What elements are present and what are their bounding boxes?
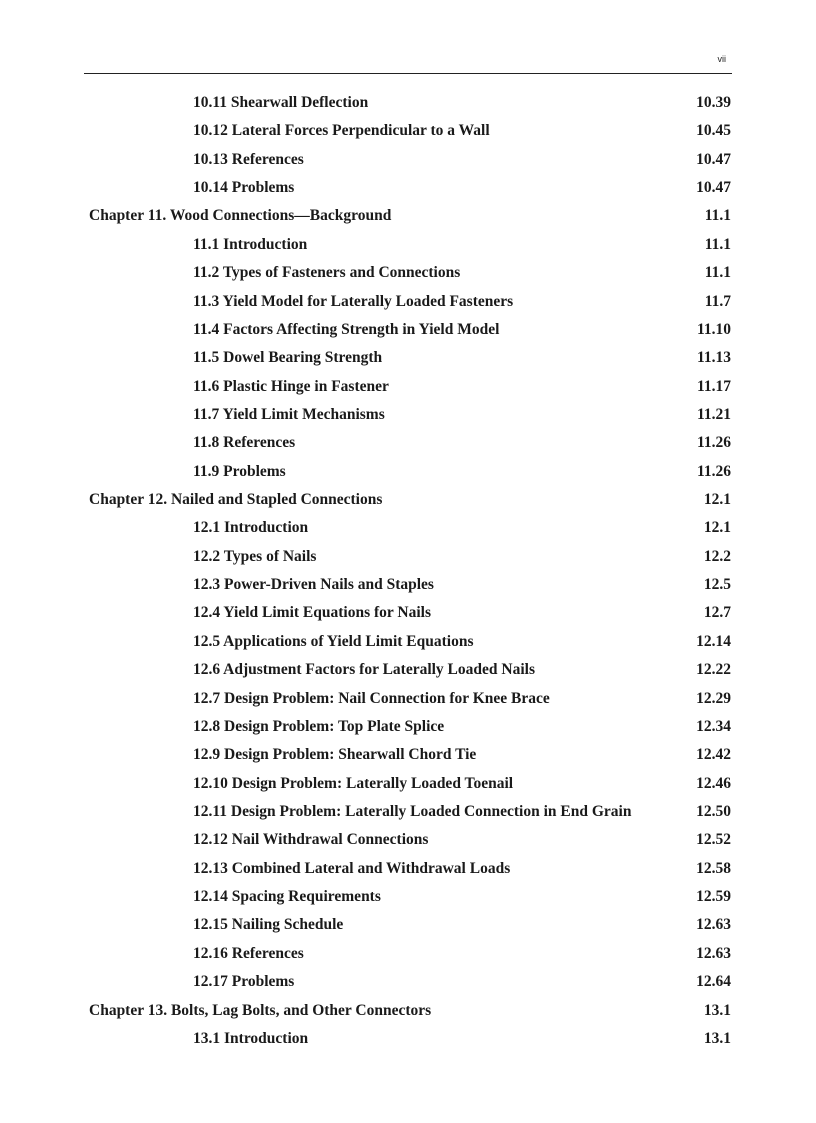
toc-section-row — [0, 429, 816, 457]
toc-page-number: 11.13 — [696, 349, 731, 367]
toc-section-row — [0, 685, 816, 713]
toc-section-row — [0, 741, 816, 769]
toc-section-row — [0, 259, 816, 287]
toc-section-title: 12.2 Types of Nails — [193, 547, 317, 565]
toc-page-number: 11.10 — [696, 320, 731, 338]
toc-chapter-row — [0, 997, 816, 1025]
toc-page-number: 11.1 — [704, 235, 731, 253]
toc-section-title: 13.1 Introduction — [193, 1029, 309, 1047]
toc-page-number: 13.1 — [703, 1029, 731, 1047]
toc-section-row — [0, 174, 816, 202]
toc-page-number: 12.50 — [696, 802, 731, 820]
toc-section-row — [0, 344, 816, 372]
toc-section-title: 11.1 Introduction — [193, 235, 308, 253]
toc-chapter-row — [0, 486, 816, 514]
toc-section-title: 12.1 Introduction — [193, 519, 309, 537]
toc-section-title: 12.3 Power-Driven Nails and Staples — [193, 576, 434, 594]
toc-section-title: 10.14 Problems — [193, 179, 295, 197]
toc-page-number: 12.7 — [703, 604, 731, 622]
toc-section-row — [0, 458, 816, 486]
toc-page-number: 12.2 — [703, 547, 731, 565]
toc-section-row — [0, 146, 816, 174]
toc-section-title: 12.14 Spacing Requirements — [193, 888, 381, 906]
toc-page-number: 12.46 — [696, 774, 731, 792]
toc-page-number: 12.22 — [696, 661, 731, 679]
table-of-contents — [0, 89, 816, 1053]
toc-page-number: 11.7 — [704, 292, 731, 310]
toc-page-number: 12.1 — [703, 519, 731, 537]
toc-section-title: 11.6 Plastic Hinge in Fastener — [193, 377, 389, 395]
toc-section-row — [0, 883, 816, 911]
toc-page-number: 12.34 — [696, 717, 731, 735]
toc-section-row — [0, 940, 816, 968]
toc-section-title: 12.12 Nail Withdrawal Connections — [193, 831, 429, 849]
toc-section-title: 11.4 Factors Affecting Strength in Yield Model — [193, 320, 500, 338]
toc-chapter-title: Chapter 13. Bolts, Lag Bolts, and Other Connectors — [89, 1001, 432, 1019]
toc-section-row — [0, 826, 816, 854]
toc-section-row — [0, 770, 816, 798]
toc-section-title: 12.16 References — [193, 944, 304, 962]
toc-section-title: 10.12 Lateral Forces Perpendicular to a Wall — [193, 122, 490, 140]
toc-section-row — [0, 1025, 816, 1053]
toc-page-number: 12.59 — [696, 888, 731, 906]
toc-section-row — [0, 401, 816, 429]
toc-page-number: 11.21 — [696, 405, 731, 423]
toc-section-row — [0, 571, 816, 599]
toc-section-title: 12.7 Design Problem: Nail Connection for Knee Brace — [193, 689, 550, 707]
toc-page-number: 12.14 — [696, 632, 731, 650]
toc-section-row — [0, 117, 816, 145]
toc-page-number: 11.1 — [704, 207, 731, 225]
toc-section-row — [0, 89, 816, 117]
toc-section-row — [0, 713, 816, 741]
toc-section-title: 11.7 Yield Limit Mechanisms — [193, 405, 385, 423]
toc-section-title: 11.9 Problems — [193, 462, 286, 480]
toc-section-title: 12.8 Design Problem: Top Plate Splice — [193, 717, 445, 735]
toc-section-row — [0, 288, 816, 316]
toc-page-number: 10.39 — [696, 94, 731, 111]
toc-section-title: 11.5 Dowel Bearing Strength — [193, 349, 383, 367]
toc-page-number: 12.63 — [696, 916, 731, 934]
toc-section-title: 12.4 Yield Limit Equations for Nails — [193, 604, 431, 622]
toc-page-number: 10.45 — [696, 122, 731, 140]
toc-section-row — [0, 911, 816, 939]
toc-section-title: 12.10 Design Problem: Laterally Loaded Toenail — [193, 774, 514, 792]
toc-section-title: 11.2 Types of Fasteners and Connections — [193, 264, 461, 282]
toc-page-number: 13.1 — [703, 1001, 731, 1019]
toc-section-title: 12.11 Design Problem: Laterally Loaded Connection in End Grain — [193, 802, 632, 820]
toc-page-number: 12.5 — [703, 576, 731, 594]
header-rule — [84, 73, 732, 74]
toc-chapter-title: Chapter 11. Wood Connections—Background — [89, 207, 392, 225]
toc-page-number: 12.52 — [696, 831, 731, 849]
toc-section-row — [0, 373, 816, 401]
toc-page-number: 12.64 — [696, 973, 731, 991]
toc-section-row — [0, 316, 816, 344]
toc-page-number: 11.1 — [704, 264, 731, 282]
toc-section-title: 11.3 Yield Model for Laterally Loaded Fasteners — [193, 292, 514, 310]
toc-section-title: 12.13 Combined Lateral and Withdrawal Loads — [193, 859, 511, 877]
toc-section-title: 10.11 Shearwall Deflection — [193, 94, 369, 111]
toc-section-row — [0, 798, 816, 826]
toc-chapter-title: Chapter 12. Nailed and Stapled Connections — [89, 491, 383, 509]
toc-section-row — [0, 514, 816, 542]
toc-section-title: 12.5 Applications of Yield Limit Equations — [193, 632, 474, 650]
page-number: vii — [717, 54, 726, 64]
toc-page-number: 10.47 — [696, 150, 731, 168]
toc-section-title: 12.6 Adjustment Factors for Laterally Loaded Nails — [193, 661, 535, 679]
toc-page-number: 11.26 — [696, 434, 731, 452]
toc-section-row — [0, 656, 816, 684]
toc-page-number: 11.17 — [696, 377, 731, 395]
toc-section-title: 12.15 Nailing Schedule — [193, 916, 344, 934]
toc-page-number: 12.58 — [696, 859, 731, 877]
toc-section-title: 11.8 References — [193, 434, 296, 452]
toc-page-number: 11.26 — [696, 462, 731, 480]
toc-section-row — [0, 855, 816, 883]
toc-page-number: 12.29 — [696, 689, 731, 707]
toc-page-number: 12.1 — [703, 491, 731, 509]
toc-section-row — [0, 968, 816, 996]
toc-section-row — [0, 543, 816, 571]
toc-page-number: 12.42 — [696, 746, 731, 764]
toc-section-row — [0, 231, 816, 259]
toc-section-row — [0, 628, 816, 656]
toc-section-title: 12.17 Problems — [193, 973, 295, 991]
toc-chapter-row — [0, 202, 816, 230]
toc-section-row — [0, 599, 816, 627]
toc-section-title: 12.9 Design Problem: Shearwall Chord Tie — [193, 746, 477, 764]
toc-page-number: 12.63 — [696, 944, 731, 962]
toc-section-title: 10.13 References — [193, 150, 304, 168]
toc-page-number: 10.47 — [696, 179, 731, 197]
